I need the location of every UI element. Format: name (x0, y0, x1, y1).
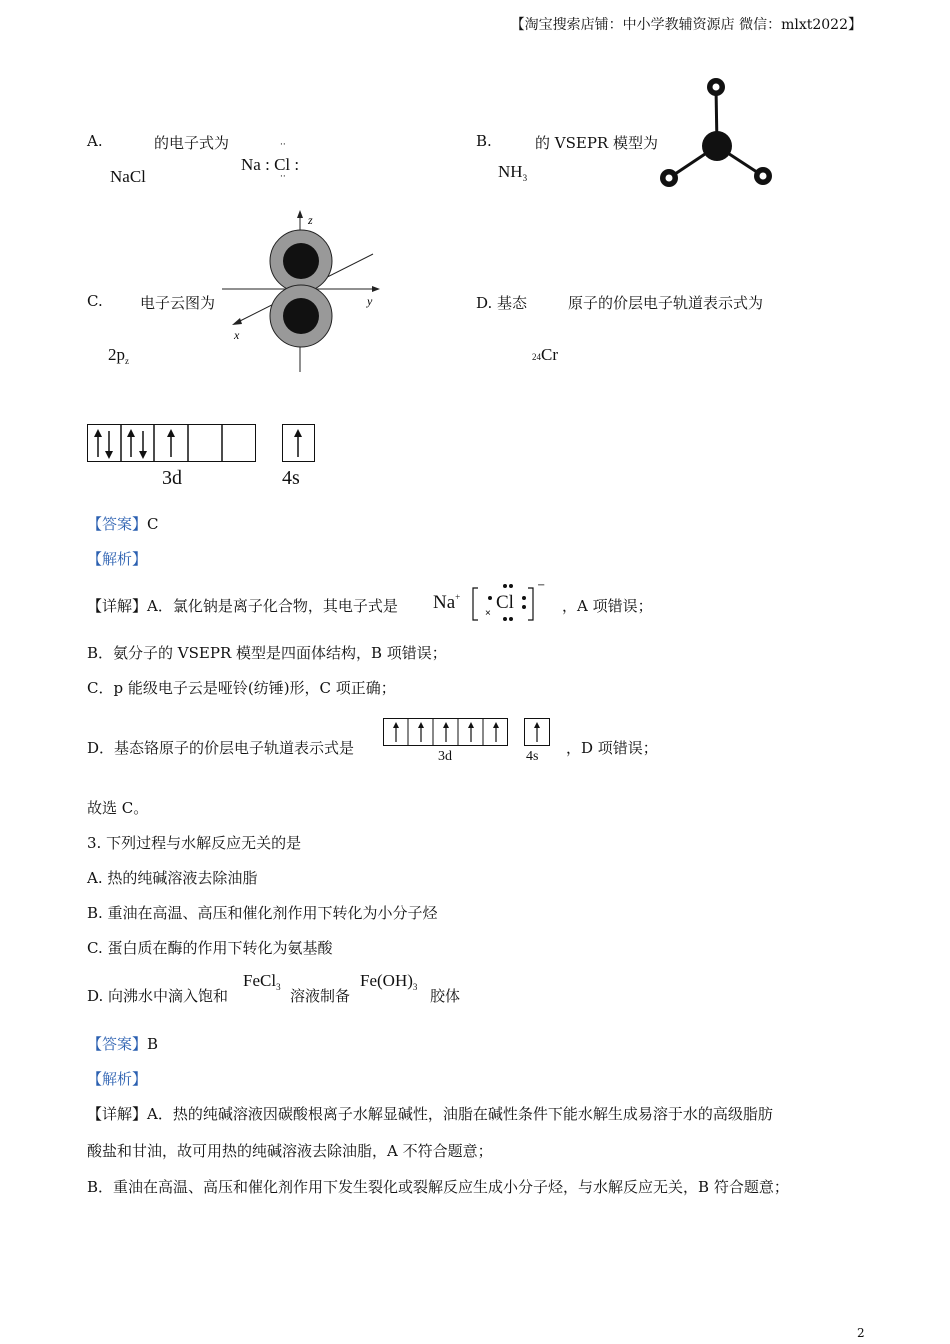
page-number: 2 (857, 1326, 865, 1340)
q2-detail-b: B．氨分子的 VSEPR 模型是四面体结构，B 项错误； (87, 644, 447, 662)
q3-option-d-part1: D. 向沸水中滴入饱和 (87, 987, 229, 1005)
q3-option-c: C. 蛋白质在酶的作用下转化为氨基酸 (87, 939, 333, 957)
option-b-label: B. (476, 132, 492, 150)
q2-answer: 【答案】C (87, 515, 159, 533)
cl-dots-top: ·· (280, 140, 286, 150)
axis-y-label: y (367, 294, 373, 308)
axis-x-label: x (234, 328, 240, 342)
option-c-text: 电子云图为 (140, 294, 216, 312)
orbital-4s-small-arrow (524, 718, 551, 748)
feoh3-formula: $Fe(OH)_3$ (360, 971, 418, 992)
option-c-formula: $2p_z$ (108, 345, 129, 366)
option-a-formula: NaCl (110, 167, 146, 186)
option-a-text: 的电子式为 (154, 134, 230, 152)
orbital-4s-arrow (282, 424, 316, 464)
orbital-3d-small-arrows (383, 718, 509, 748)
option-a-label: A. (87, 132, 103, 150)
option-b-text: 的 VSEPR 模型为 (535, 134, 658, 152)
q3-detail-a-line2: 酸盐和甘油，故可用热的纯碱溶液去除油脂，A 不符合题意； (87, 1142, 493, 1160)
q3-option-d-part3: 胶体 (430, 987, 461, 1005)
page-header: 【淘宝搜索店铺：中小学教辅资源店 微信：mlxt2022】 (510, 17, 862, 33)
option-c-label: C. (87, 292, 103, 310)
q3-option-d-part2: 溶液制备 (290, 987, 351, 1005)
cl-minus-charge: − (537, 580, 546, 591)
q2-detail-d: D．基态铬原子的价层电子轨道表示式是 (87, 739, 355, 757)
q2-analysis-label: 【解析】 (87, 550, 148, 568)
orbital-3d-small-label: 3d (438, 749, 452, 764)
orbital-3d-label: 3d (162, 467, 182, 489)
option-d-text: 原子的价层电子轨道表示式为 (568, 294, 764, 312)
option-d-label: D. 基态 (476, 294, 528, 312)
q3-detail-a-line1: 【详解】A．热的纯碱溶液因碳酸根离子水解显碱性，油脂在碱性条件下能水解生成易溶于水的高级脂肪 (87, 1105, 773, 1123)
q3-analysis-label: 【解析】 (87, 1070, 148, 1088)
option-b-formula: $NH_3$ (498, 162, 528, 183)
q3-option-a: A. 热的纯碱溶液去除油脂 (87, 869, 258, 887)
cl-symbol: Cl (496, 592, 514, 613)
orbital-4s-label: 4s (282, 467, 300, 489)
q2-conclusion: 故选 C。 (87, 799, 149, 817)
q2-detail-a-end: ，A 项错误； (562, 597, 653, 615)
svg-text:×: × (485, 608, 491, 619)
axis-z-label: z (308, 213, 313, 227)
nacl-electron-formula: Na+ (433, 592, 461, 613)
vsepr-trigonal-model (655, 75, 780, 195)
cl-dots-bottom: ·· (280, 172, 286, 182)
orbital-3d-arrows (87, 424, 257, 464)
option-a-electron-formula: Na : Cl : (241, 155, 300, 174)
option-d-formula: 24Cr (532, 345, 558, 364)
q3-option-b: B. 重油在高温、高压和催化剂作用下转化为小分子烃 (87, 904, 438, 922)
p-orbital-cloud-diagram (218, 208, 383, 376)
orbital-4s-small-label: 4s (526, 749, 539, 764)
q2-detail-c: C．p 能级电子云是哑铃(纺锤)形，C 项正确； (87, 679, 396, 697)
q2-detail-a: 【详解】A．氯化钠是离子化合物，其电子式是 (87, 597, 398, 615)
q3-stem: 3. 下列过程与水解反应无关的是 (87, 834, 302, 852)
fecl3-formula: FeCl$_3$ (243, 971, 281, 992)
q2-detail-d-end: ，D 项错误； (566, 739, 658, 757)
q3-detail-b: B．重油在高温、高压和催化剂作用下发生裂化或裂解反应生成小分子烃，与水解反应无关，B 符合题意； (87, 1178, 789, 1196)
q3-answer: 【答案】B (87, 1035, 159, 1053)
